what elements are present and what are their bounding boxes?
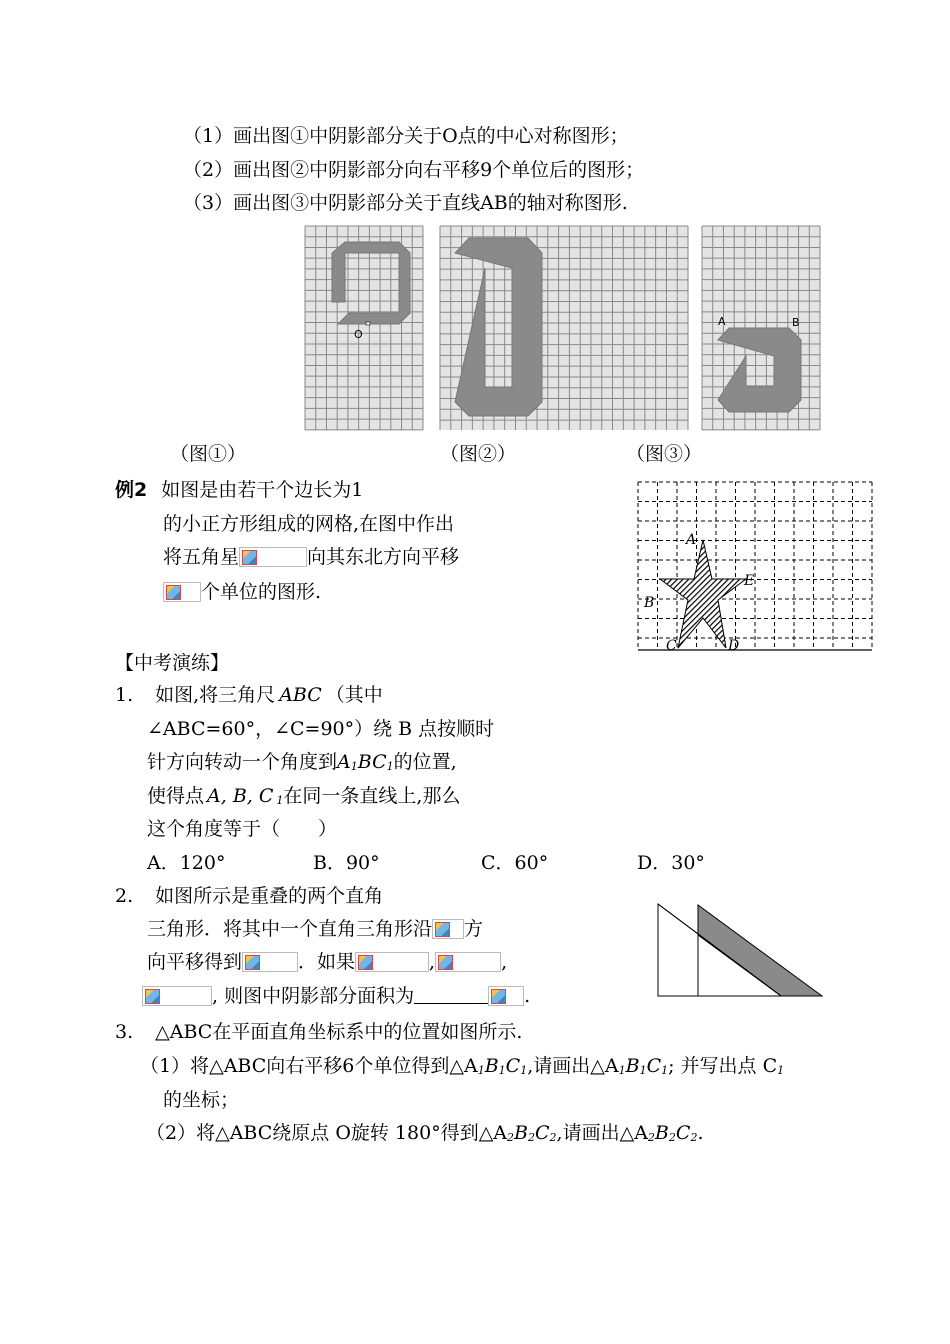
example-2-line-3: 将五角星 向其东北方向平移 xyxy=(163,546,460,568)
star-grid-figure xyxy=(638,482,872,652)
image-placeholder-icon xyxy=(432,919,464,939)
q3-part-1-cont: 的坐标； xyxy=(163,1089,240,1111)
q1-option-a: A．120° xyxy=(147,852,226,874)
point-b-label: B xyxy=(792,316,800,329)
q1-line-3: 针方向转动一个角度到$A_1BC_1$的位置, xyxy=(147,751,457,773)
q3-part-1: （1）将△ABC向右平移6个单位得到$\triangle A_1B_1C_1$,请画出$\triangle A_1B_1C_1$; 并写出点 $C_1$ xyxy=(140,1055,785,1077)
section-title: 【中考演练】 xyxy=(115,652,230,674)
example-2-line-2: 的小正方形组成的网格,在图中作出 xyxy=(163,513,455,535)
five-pointed-star xyxy=(660,540,746,648)
image-placeholder-icon xyxy=(435,952,501,972)
q1-option-b: B．90° xyxy=(313,852,380,874)
q1-line-5: 这个角度等于（ ） xyxy=(147,818,338,840)
answer-blank[interactable] xyxy=(414,985,488,1004)
q2-line-4: , 则图中阴影部分面积为 . xyxy=(142,984,530,1008)
image-placeholder-icon xyxy=(355,952,429,972)
point-o-label: O xyxy=(354,328,363,341)
figure-1-caption: （图①） xyxy=(170,443,247,465)
figure-3-grid xyxy=(702,226,820,430)
star-label-e: E xyxy=(744,573,755,589)
task-3: （3）画出图③中阴影部分关于直线AB的轴对称图形. xyxy=(183,192,628,214)
q2-line-3: 向平移得到 ．如果 , , xyxy=(147,951,508,973)
q1-option-c: C．60° xyxy=(481,852,549,874)
figure-3-caption: （图③） xyxy=(626,443,703,465)
image-placeholder-icon xyxy=(239,547,307,567)
overlapping-triangles-figure xyxy=(656,902,824,1000)
task-1: （1）画出图①中阴影部分关于O点的中心对称图形； xyxy=(183,125,629,147)
q3-line-1: 3. △ABC在平面直角坐标系中的位置如图所示. xyxy=(115,1021,523,1043)
figure-2-caption: （图②） xyxy=(440,443,517,465)
star-label-d: D xyxy=(728,638,740,654)
task-2: （2）画出图②中阴影部分向右平移9个单位后的图形； xyxy=(183,159,645,181)
q1-line-4: 使得点 A, B, C $_1$在同一条直线上,那么 xyxy=(147,785,461,807)
point-a-label: A xyxy=(718,315,726,328)
star-label-b: B xyxy=(644,595,655,611)
figure-2-grid xyxy=(440,226,688,430)
q3-part-2: （2）将△ABC绕原点 O旋转 180°得到$\triangle A_2B_2C_2$,请画出$\triangle A_2B_2C_2$. xyxy=(146,1122,704,1144)
q2-line-1: 2. 如图所示是重叠的两个直角 xyxy=(115,885,384,907)
image-placeholder-icon xyxy=(242,952,298,972)
star-label-a: A xyxy=(686,532,697,548)
example-2-line-1: 例2 如图是由若干个边长为1 xyxy=(115,479,364,501)
image-placeholder-icon xyxy=(488,986,524,1006)
q2-line-2: 三角形．将其中一个直角三角形沿 方 xyxy=(147,918,484,940)
image-placeholder-icon xyxy=(142,986,212,1006)
q1-line-2: ∠ABC=60°，∠C=90°）绕 B 点按顺时 xyxy=(147,718,495,740)
q1-line-1: 1. 如图,将三角尺 ABC （其中 xyxy=(115,684,383,706)
image-placeholder-icon xyxy=(163,582,201,602)
star-label-c: C xyxy=(666,638,677,654)
example-2-line-4: 个单位的图形. xyxy=(163,580,321,604)
example-2-label: 例2 xyxy=(115,479,148,501)
q1-option-d: D．30° xyxy=(637,852,705,874)
figure-1-grid xyxy=(305,226,423,430)
